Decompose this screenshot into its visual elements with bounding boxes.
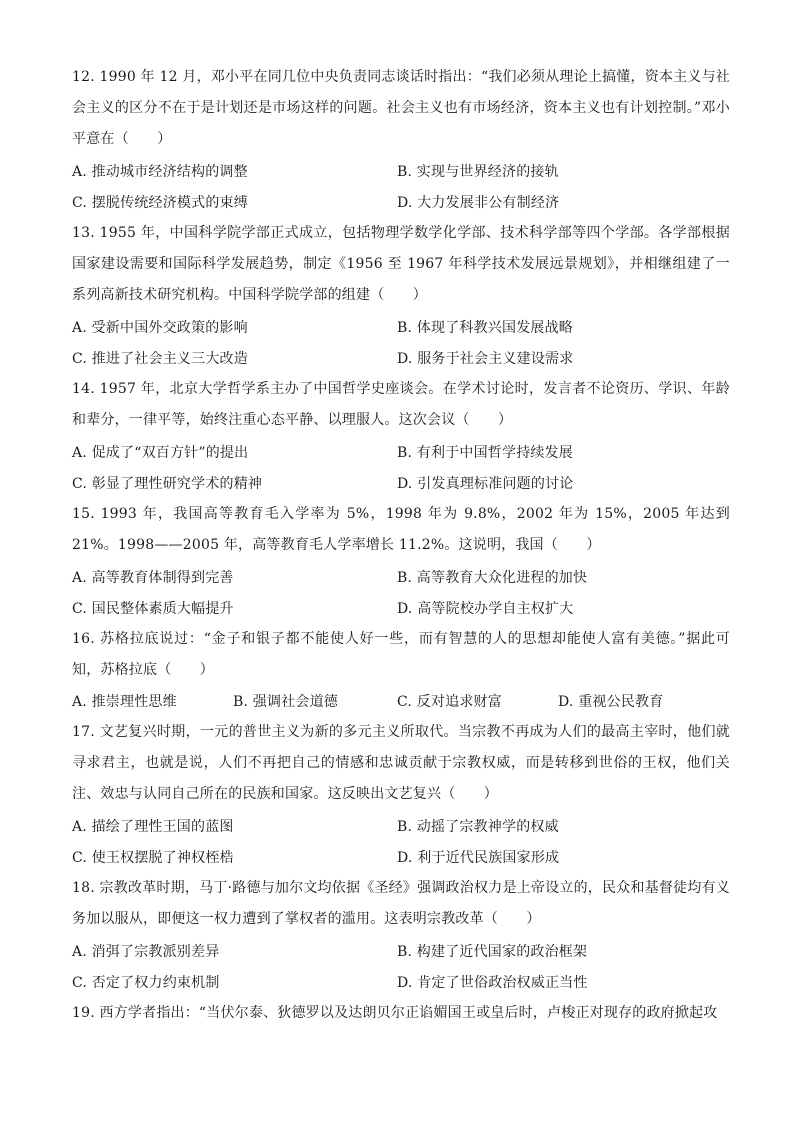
question-13-option-b: B. 体现了科教兴国发展战略 bbox=[397, 320, 573, 336]
question-12-text: 12. 1990 年 12 月，邓小平在同几位中央负责同志谈话时指出：“我们必须从理论上搞懂，资本主义与社会主义的区分不在于是计划还是市场这样的问题。社会主义也有市场经济，资本主义也有计划控制。”邓小平意在（ ） bbox=[72, 69, 730, 147]
question-12-option-b: B. 实现与世界经济的接轨 bbox=[397, 164, 559, 180]
question-17-option-b: B. 动摇了宗教神学的权威 bbox=[397, 819, 559, 835]
question-16-option-a: A. 推崇理性思维 bbox=[72, 694, 177, 710]
question-15-option-b: B. 高等教育大众化进程的加快 bbox=[397, 570, 588, 586]
question-18-option-b: B. 构建了近代国家的政治框架 bbox=[397, 944, 588, 960]
question-14-option-d: D. 引发真理标准问题的讨论 bbox=[397, 476, 574, 492]
question-14-text: 14. 1957 年，北京大学哲学系主办了中国哲学史座谈会。在学术讨论时，发言者不论资历、学识、年龄和辈分，一律平等，始终注重心态平静、以理服人。这次会议（ ） bbox=[72, 381, 730, 428]
question-18-option-a: A. 消弭了宗教派别差异 bbox=[72, 944, 220, 960]
question-12-option-c: C. 摆脱传统经济模式的束缚 bbox=[72, 195, 248, 211]
question-15-option-d: D. 高等院校办学自主权扩大 bbox=[397, 601, 574, 617]
question-17-option-c: C. 使王权摆脱了神权桎梏 bbox=[72, 850, 234, 866]
question-14-option-c: C. 彰显了理性研究学术的精神 bbox=[72, 476, 263, 492]
question-17-option-a: A. 描绘了理性王国的蓝图 bbox=[72, 819, 234, 835]
question-13-option-a: A. 受新中国外交政策的影响 bbox=[72, 320, 248, 336]
question-19-text: 19. 西方学者指出：“当伏尔泰、狄德罗以及达朗贝尔正谄媚国王或皇后时，卢梭正对现存的政府掀起攻 bbox=[72, 1005, 718, 1021]
question-13-option-d: D. 服务于社会主义建设需求 bbox=[397, 351, 574, 367]
question-13-option-c: C. 推进了社会主义三大改造 bbox=[72, 351, 248, 367]
question-14-option-b: B. 有利于中国哲学持续发展 bbox=[397, 445, 573, 461]
question-12-option-a: A. 推动城市经济结构的调整 bbox=[72, 164, 248, 180]
question-15-option-c: C. 国民整体素质大幅提升 bbox=[72, 601, 234, 617]
question-18-text: 18. 宗教改革时期，马丁·路德与加尔文均依据《圣经》强调政治权力是上帝设立的，民众和基督徒均有义务加以服从，即便这一权力遭到了掌权者的滥用。这表明宗教改革（ ） bbox=[72, 880, 730, 927]
question-17-text: 17. 文艺复兴时期，一元的普世主义为新的多元主义所取代。当宗教不再成为人们的最高主宰时，他们就寻求君主，也就是说，人们不再把自己的情感和忠诚贡献于宗教权威，而是转移到世俗的王权，他们关注、效忠与认同自己所在的民族和国家。这反映出文艺复兴（ ） bbox=[72, 724, 730, 802]
question-16-option-d: D. 重视公民教育 bbox=[558, 694, 664, 710]
question-17-option-d: D. 利于近代民族国家形成 bbox=[397, 850, 560, 866]
question-16-option-b: B. 强调社会道德 bbox=[233, 694, 338, 710]
question-15-option-a: A. 高等教育体制得到完善 bbox=[72, 570, 234, 586]
question-15-text: 15. 1993 年，我国高等教育毛入学率为 5%，1998 年为 9.8%，2002 年为 15%，2005 年达到 21%。1998——2005 年，高等教育毛人学率增长 11.2%。这说明，我国（ ） bbox=[72, 506, 730, 553]
question-12-option-d: D. 大力发展非公有制经济 bbox=[397, 195, 560, 211]
question-14-option-a: A. 促成了“双百方针”的提出 bbox=[72, 445, 249, 461]
question-16-text: 16. 苏格拉底说过：“金子和银子都不能使人好一些，而有智慧的人的思想却能使人富有美德。”据此可知，苏格拉底（ ） bbox=[72, 631, 730, 678]
question-16-option-c: C. 反对追求财富 bbox=[397, 694, 502, 710]
question-13-text: 13. 1955 年，中国科学院学部正式成立，包括物理学数学化学部、技术科学部等四个学部。各学部根据国家建设需要和国际科学发展趋势，制定《1956 至 1967 年科学技术发展远景规划》，并相继组建了一系列高新技术研究机构。中国科学院学部的组建（ ） bbox=[72, 225, 730, 303]
question-18-option-c: C. 否定了权力约束机制 bbox=[72, 975, 220, 991]
question-18-option-d: D. 肯定了世俗政治权威正当性 bbox=[397, 975, 588, 991]
